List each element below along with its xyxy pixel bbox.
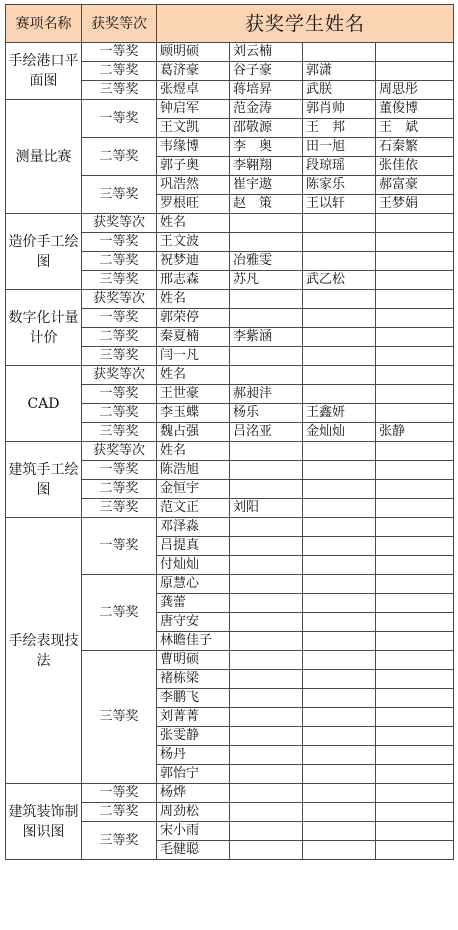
student-name-cell: [230, 632, 303, 651]
award-level-cell: 一等奖: [82, 784, 157, 803]
student-name-cell: 王 邦: [303, 119, 376, 138]
student-name-cell: 陈浩旭: [157, 461, 230, 480]
student-name-cell: 宋小雨: [157, 822, 230, 841]
student-name-cell: 张雯静: [157, 727, 230, 746]
student-name-cell: 陈家乐: [303, 176, 376, 195]
student-name-cell: [376, 62, 454, 81]
student-name-cell: 张静: [376, 423, 454, 442]
student-name-cell: [303, 214, 376, 233]
student-name-cell: [230, 613, 303, 632]
category-cell: 手绘港口平面图: [6, 43, 82, 100]
student-name-cell: [376, 442, 454, 461]
student-name-cell: 崔宇遨: [230, 176, 303, 195]
student-name-cell: [376, 518, 454, 537]
student-name-cell: 葛济豪: [157, 62, 230, 81]
student-name-cell: [303, 727, 376, 746]
student-name-cell: 郭怡宁: [157, 765, 230, 784]
student-name-cell: 邓泽淼: [157, 518, 230, 537]
award-level-cell: 三等奖: [82, 822, 157, 860]
award-table: [5, 4, 454, 860]
student-name-cell: [230, 594, 303, 613]
student-name-cell: [303, 290, 376, 309]
table-row: [6, 100, 454, 119]
award-table-body: [6, 5, 454, 860]
student-name-cell: 韦缘博: [157, 138, 230, 157]
student-name-cell: [376, 537, 454, 556]
student-name-cell: 巩浩然: [157, 176, 230, 195]
award-level-cell: 三等奖: [82, 271, 157, 290]
student-name-cell: [303, 233, 376, 252]
student-name-cell: [230, 765, 303, 784]
student-name-cell: [376, 385, 454, 404]
student-name-cell: 顾明硕: [157, 43, 230, 62]
student-name-cell: 李翱翔: [230, 157, 303, 176]
header-category: 赛项名称: [6, 5, 82, 43]
student-name-cell: [303, 594, 376, 613]
student-name-cell: 郭肖帅: [303, 100, 376, 119]
student-name-cell: 董俊博: [376, 100, 454, 119]
student-name-cell: 郭潇: [303, 62, 376, 81]
award-level-cell: 一等奖: [82, 233, 157, 252]
category-cell: CAD: [6, 366, 82, 442]
award-level-cell: 三等奖: [82, 423, 157, 442]
category-cell: 测量比赛: [6, 100, 82, 214]
student-name-cell: 秦夏楠: [157, 328, 230, 347]
award-level-cell: 三等奖: [82, 81, 157, 100]
student-name-cell: 王 斌: [376, 119, 454, 138]
student-name-cell: [376, 632, 454, 651]
student-name-cell: [230, 670, 303, 689]
student-name-cell: 杨烨: [157, 784, 230, 803]
student-name-cell: 王文凯: [157, 119, 230, 138]
student-name-cell: 褚栋梁: [157, 670, 230, 689]
student-name-cell: [376, 233, 454, 252]
student-name-cell: 龚蕾: [157, 594, 230, 613]
student-name-cell: 郝昶沣: [230, 385, 303, 404]
student-name-cell: [230, 214, 303, 233]
award-level-cell: 二等奖: [82, 480, 157, 499]
student-name-cell: [376, 252, 454, 271]
student-name-cell: [303, 746, 376, 765]
award-level-cell: 获奖等次: [82, 214, 157, 233]
student-name-cell: [230, 708, 303, 727]
award-level-cell: 一等奖: [82, 100, 157, 138]
category-cell: 建筑装饰制图识图: [6, 784, 82, 860]
student-name-cell: [230, 461, 303, 480]
student-name-cell: 闫一凡: [157, 347, 230, 366]
student-name-cell: [376, 43, 454, 62]
student-name-cell: 王鑫妍: [303, 404, 376, 423]
category-cell: 建筑手工绘图: [6, 442, 82, 518]
header-award-level: 获奖等次: [82, 5, 157, 43]
student-name-cell: [303, 784, 376, 803]
student-name-cell: [376, 841, 454, 860]
award-level-cell: 一等奖: [82, 309, 157, 328]
student-name-cell: [376, 347, 454, 366]
student-name-cell: [376, 822, 454, 841]
student-name-cell: 王以轩: [303, 195, 376, 214]
student-name-cell: 付灿灿: [157, 556, 230, 575]
student-name-cell: [376, 746, 454, 765]
student-name-cell: 罗根旺: [157, 195, 230, 214]
award-level-cell: 二等奖: [82, 138, 157, 176]
header-row: [6, 5, 454, 43]
table-row: [6, 518, 454, 537]
student-name-cell: [230, 233, 303, 252]
student-name-cell: [376, 613, 454, 632]
category-cell: 造价手工绘图: [6, 214, 82, 290]
award-level-cell: 获奖等次: [82, 442, 157, 461]
student-name-cell: [230, 822, 303, 841]
student-name-cell: 姓名: [157, 214, 230, 233]
student-name-cell: [230, 841, 303, 860]
student-name-cell: [230, 727, 303, 746]
student-name-cell: 毛健聪: [157, 841, 230, 860]
student-name-cell: 金恒宇: [157, 480, 230, 499]
student-name-cell: 刘云楠: [230, 43, 303, 62]
student-name-cell: [376, 670, 454, 689]
student-name-cell: 谷子豪: [230, 62, 303, 81]
student-name-cell: [230, 480, 303, 499]
student-name-cell: 刘菁菁: [157, 708, 230, 727]
award-level-cell: 二等奖: [82, 62, 157, 81]
student-name-cell: 王世豪: [157, 385, 230, 404]
student-name-cell: [230, 537, 303, 556]
award-level-cell: 一等奖: [82, 461, 157, 480]
award-level-cell: 一等奖: [82, 518, 157, 575]
student-name-cell: 段琼瑶: [303, 157, 376, 176]
student-name-cell: [230, 366, 303, 385]
student-name-cell: 邢志森: [157, 271, 230, 290]
student-name-cell: [303, 366, 376, 385]
student-name-cell: [376, 708, 454, 727]
student-name-cell: [230, 784, 303, 803]
student-name-cell: 苏凡: [230, 271, 303, 290]
student-name-cell: 祝梦迪: [157, 252, 230, 271]
award-level-cell: 三等奖: [82, 176, 157, 214]
student-name-cell: [376, 803, 454, 822]
student-name-cell: 吕洺亚: [230, 423, 303, 442]
student-name-cell: 姓名: [157, 442, 230, 461]
student-name-cell: [303, 537, 376, 556]
student-name-cell: [376, 556, 454, 575]
category-cell: 数字化计量计价: [6, 290, 82, 366]
student-name-cell: [376, 214, 454, 233]
student-name-cell: [376, 480, 454, 499]
category-cell: 手绘表现技法: [6, 518, 82, 784]
student-name-cell: [303, 480, 376, 499]
student-name-cell: 周劲松: [157, 803, 230, 822]
student-name-cell: 李紫涵: [230, 328, 303, 347]
student-name-cell: [303, 575, 376, 594]
student-name-cell: [303, 613, 376, 632]
table-row: [6, 784, 454, 803]
award-level-cell: 三等奖: [82, 347, 157, 366]
student-name-cell: [376, 689, 454, 708]
student-name-cell: [376, 271, 454, 290]
student-name-cell: [376, 765, 454, 784]
student-name-cell: 郝富豪: [376, 176, 454, 195]
student-name-cell: [230, 803, 303, 822]
student-name-cell: [230, 309, 303, 328]
award-level-cell: 三等奖: [82, 651, 157, 784]
student-name-cell: [303, 518, 376, 537]
student-name-cell: [376, 784, 454, 803]
student-name-cell: [303, 328, 376, 347]
award-level-cell: 二等奖: [82, 803, 157, 822]
award-level-cell: 三等奖: [82, 499, 157, 518]
student-name-cell: 郭子奥: [157, 157, 230, 176]
student-name-cell: [303, 765, 376, 784]
student-name-cell: 吕提真: [157, 537, 230, 556]
student-name-cell: [303, 803, 376, 822]
student-name-cell: [376, 594, 454, 613]
student-name-cell: [230, 746, 303, 765]
student-name-cell: 刘阳: [230, 499, 303, 518]
student-name-cell: [230, 442, 303, 461]
student-name-cell: 李玉蝶: [157, 404, 230, 423]
student-name-cell: [230, 651, 303, 670]
student-name-cell: 唐守安: [157, 613, 230, 632]
student-name-cell: [303, 385, 376, 404]
student-name-cell: [303, 651, 376, 670]
student-name-cell: 张佳依: [376, 157, 454, 176]
student-name-cell: 张煜卓: [157, 81, 230, 100]
student-name-cell: 郭荣停: [157, 309, 230, 328]
student-name-cell: [376, 328, 454, 347]
student-name-cell: [230, 556, 303, 575]
student-name-cell: [230, 689, 303, 708]
award-level-cell: 二等奖: [82, 404, 157, 423]
student-name-cell: [376, 366, 454, 385]
student-name-cell: [230, 290, 303, 309]
student-name-cell: [303, 632, 376, 651]
student-name-cell: [303, 670, 376, 689]
student-name-cell: [303, 309, 376, 328]
student-name-cell: [376, 499, 454, 518]
table-row: [6, 214, 454, 233]
student-name-cell: [303, 43, 376, 62]
student-name-cell: 王文波: [157, 233, 230, 252]
student-name-cell: 金灿灿: [303, 423, 376, 442]
student-name-cell: [376, 404, 454, 423]
student-name-cell: [303, 461, 376, 480]
student-name-cell: 魏占强: [157, 423, 230, 442]
student-name-cell: 武朕: [303, 81, 376, 100]
award-level-cell: 获奖等次: [82, 366, 157, 385]
student-name-cell: 曹明硕: [157, 651, 230, 670]
student-name-cell: 王梦娟: [376, 195, 454, 214]
award-level-cell: 获奖等次: [82, 290, 157, 309]
student-name-cell: [303, 499, 376, 518]
student-name-cell: 原慧心: [157, 575, 230, 594]
student-name-cell: [303, 841, 376, 860]
table-row: [6, 366, 454, 385]
award-level-cell: 二等奖: [82, 328, 157, 347]
student-name-cell: 邵敬源: [230, 119, 303, 138]
student-name-cell: 杨丹: [157, 746, 230, 765]
student-name-cell: [376, 575, 454, 594]
table-row: [6, 290, 454, 309]
student-name-cell: 钟启军: [157, 100, 230, 119]
table-row: [6, 43, 454, 62]
student-name-cell: [303, 689, 376, 708]
student-name-cell: 石秦繁: [376, 138, 454, 157]
student-name-cell: [376, 309, 454, 328]
student-name-cell: [303, 347, 376, 366]
student-name-cell: [303, 556, 376, 575]
student-name-cell: [376, 290, 454, 309]
student-name-cell: [303, 442, 376, 461]
student-name-cell: 李鹏飞: [157, 689, 230, 708]
table-row: [6, 442, 454, 461]
student-name-cell: 姓名: [157, 366, 230, 385]
student-name-cell: [230, 347, 303, 366]
student-name-cell: [303, 252, 376, 271]
header-students: 获奖学生姓名: [157, 5, 454, 43]
student-name-cell: 姓名: [157, 290, 230, 309]
student-name-cell: 范金涛: [230, 100, 303, 119]
student-name-cell: [376, 461, 454, 480]
award-level-cell: 二等奖: [82, 575, 157, 651]
student-name-cell: 杨乐: [230, 404, 303, 423]
student-name-cell: 周思彤: [376, 81, 454, 100]
student-name-cell: [303, 708, 376, 727]
student-name-cell: [376, 727, 454, 746]
student-name-cell: 蒋培昇: [230, 81, 303, 100]
award-level-cell: 一等奖: [82, 43, 157, 62]
student-name-cell: 武乙松: [303, 271, 376, 290]
student-name-cell: 范文正: [157, 499, 230, 518]
student-name-cell: 田一旭: [303, 138, 376, 157]
student-name-cell: 冶雅雯: [230, 252, 303, 271]
student-name-cell: 李 奥: [230, 138, 303, 157]
student-name-cell: [303, 822, 376, 841]
student-name-cell: [230, 575, 303, 594]
award-level-cell: 一等奖: [82, 385, 157, 404]
student-name-cell: [376, 651, 454, 670]
award-level-cell: 二等奖: [82, 252, 157, 271]
student-name-cell: [230, 518, 303, 537]
student-name-cell: 赵 策: [230, 195, 303, 214]
student-name-cell: 林瞻佳子: [157, 632, 230, 651]
